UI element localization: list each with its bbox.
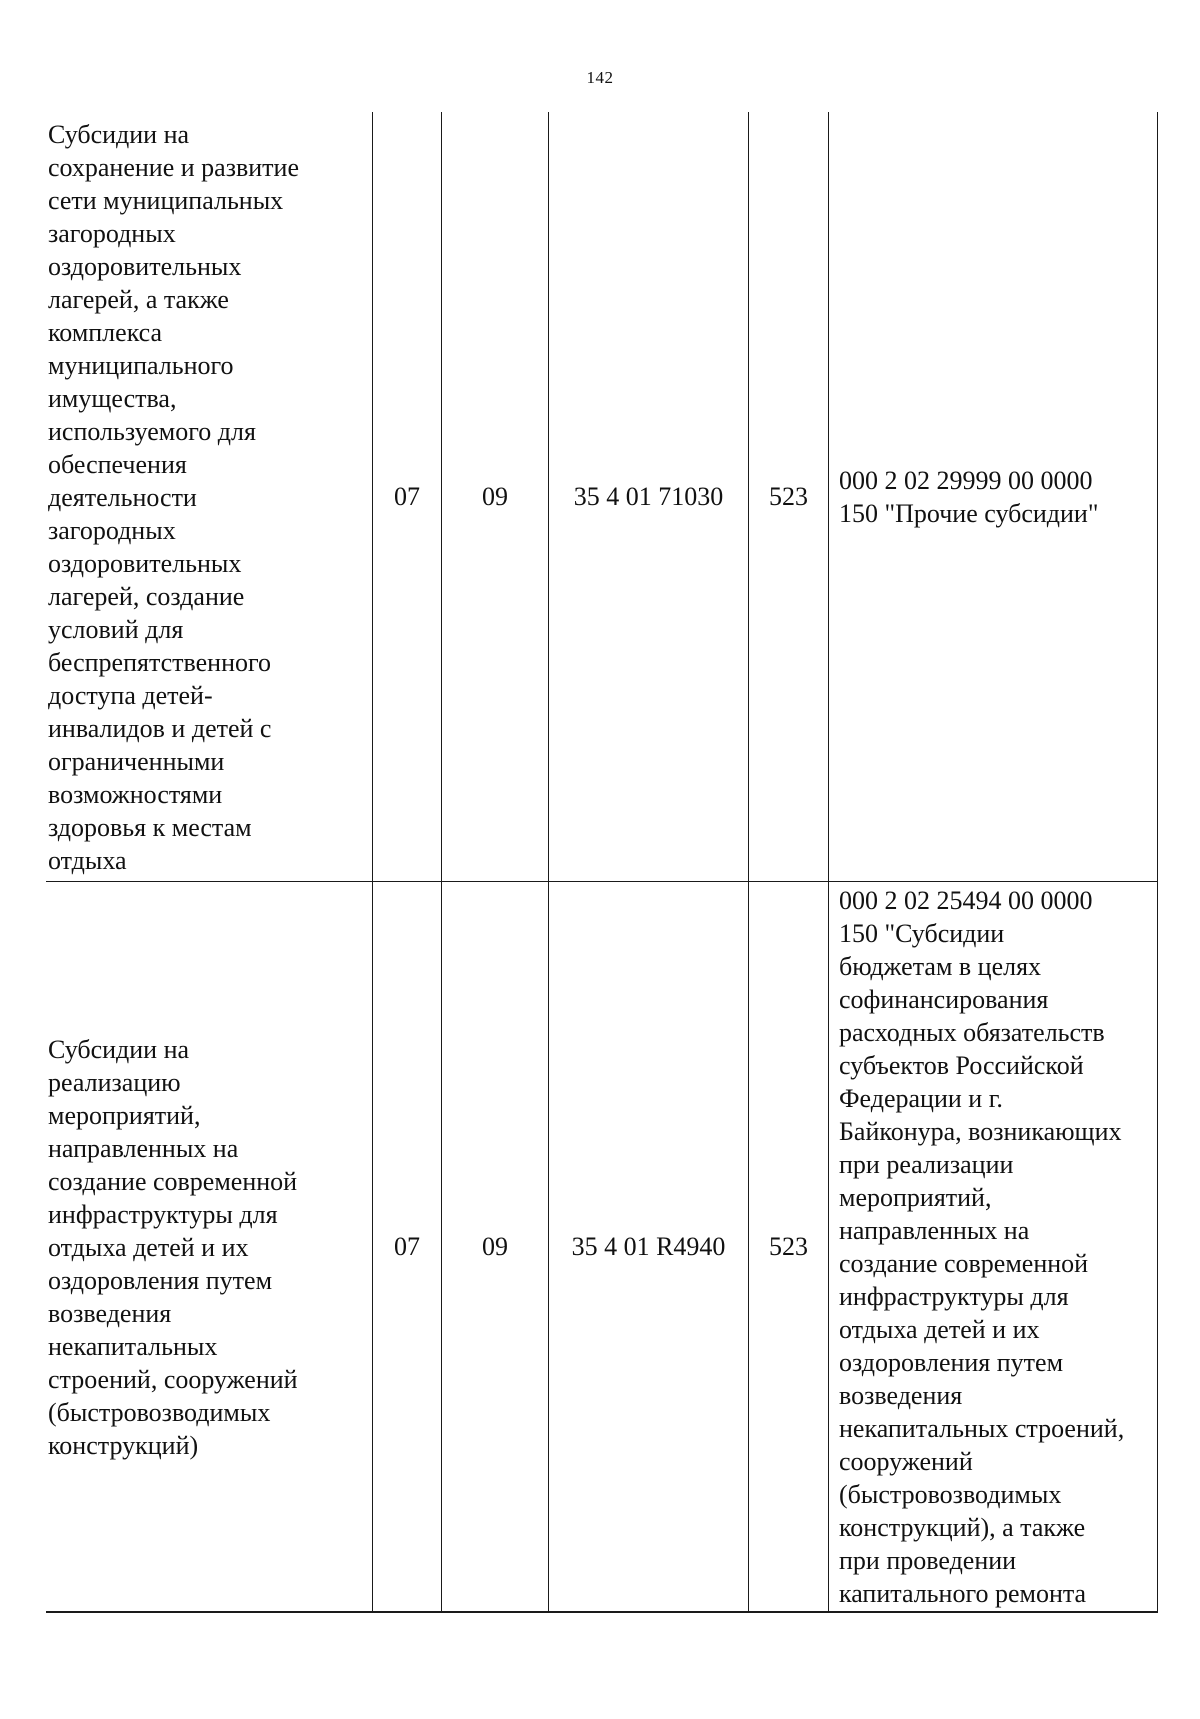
expense-type-cell: 523 bbox=[749, 112, 829, 882]
page-number: 142 bbox=[586, 68, 614, 87]
subsection-code-cell: 09 bbox=[442, 112, 549, 882]
expense-name-text: Субсидии на сохранение и развитие сети муниципальных загородных оздоровительных лагерей, а также комплекса муниципального имущества, используемого для обеспечения деятельности загородных оздоровительных лагерей, создание условий для беспрепятственного доступа детей- инвалидов и детей с ограниченными возможностями здоровья к местам отдыха bbox=[48, 120, 299, 875]
income-code-text: 000 2 02 25494 00 0000 150 "Субсидии бюджетам в целях софинансирования расходных обязательств субъектов Российской Федерации и г. Байконура, возникающих при реализации мероприятий, направленных на создание современной инфраструктуры для отдыха детей и их оздоровления путем возведения некапитальных строений, сооружений (быстровозводимых конструкций), а также при проведении капитального ремонта bbox=[839, 886, 1125, 1608]
target-article-cell: 35 4 01 71030 bbox=[549, 112, 749, 882]
subsection-code-cell: 09 bbox=[442, 882, 549, 1613]
income-code-text: 000 2 02 29999 00 0000 150 "Прочие субсидии" bbox=[839, 465, 1099, 528]
expense-name-text: Субсидии на реализацию мероприятий, направленных на создание современной инфраструктуры для отдыха детей и их оздоровления путем возведения некапитальных строений, сооружений (быстровозводимых конструкций) bbox=[48, 1035, 298, 1460]
budget-table bbox=[46, 112, 1158, 1613]
income-code-cell bbox=[829, 882, 1158, 1613]
income-code-cell bbox=[829, 112, 1158, 882]
expense-type-cell: 523 bbox=[749, 882, 829, 1613]
target-article-cell: 35 4 01 R4940 bbox=[549, 882, 749, 1613]
section-code-cell: 07 bbox=[373, 112, 442, 882]
expense-name-cell bbox=[46, 112, 373, 882]
expense-name-cell bbox=[46, 882, 373, 1613]
table-row bbox=[46, 882, 1158, 1613]
section-code-cell: 07 bbox=[373, 882, 442, 1613]
table-row bbox=[46, 112, 1158, 882]
